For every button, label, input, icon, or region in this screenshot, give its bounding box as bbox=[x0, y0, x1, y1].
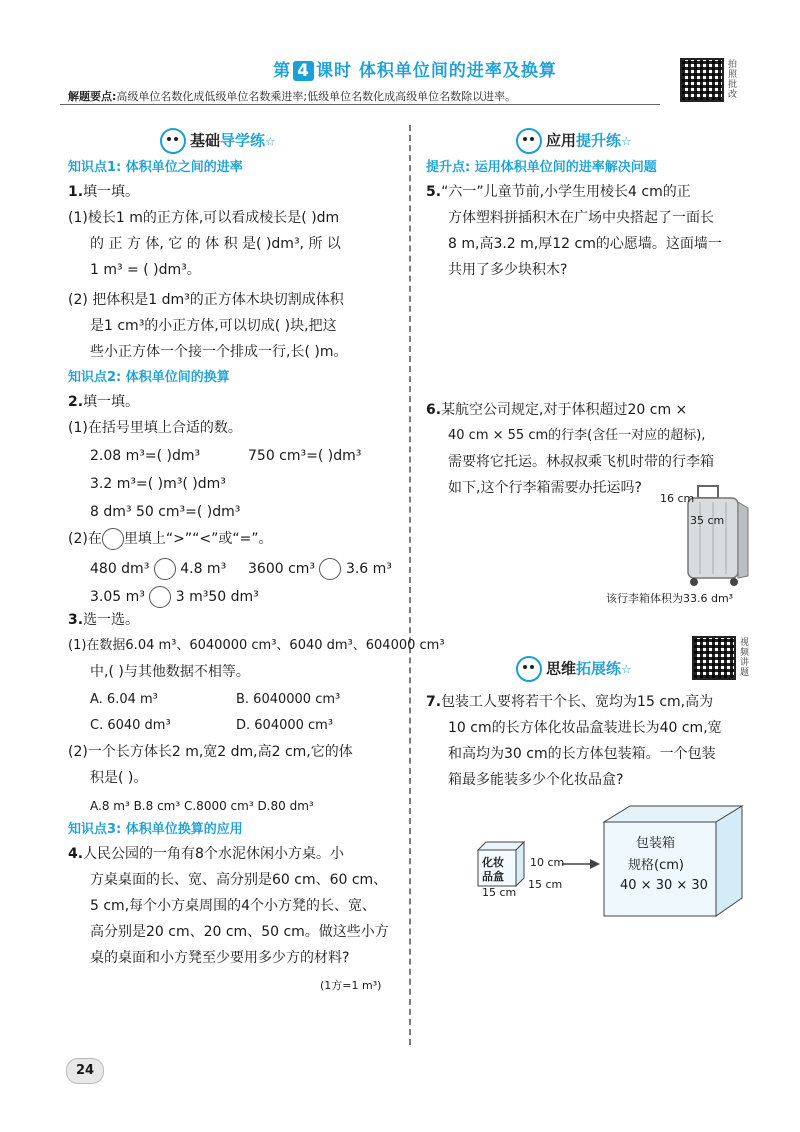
q6-line: 如下,这个行李箱需要办托运吗? bbox=[448, 480, 642, 496]
question-number: 4. bbox=[68, 846, 84, 862]
small-box-width: 15 cm bbox=[482, 886, 517, 899]
qr-label: 拍照批改 bbox=[728, 60, 738, 100]
small-box-label-1: 化妆 bbox=[482, 856, 504, 869]
question-4 bbox=[68, 844, 344, 864]
compare-row bbox=[90, 558, 226, 580]
q7-line: 10 cm的长方体化妆品盒装进长为40 cm,宽 bbox=[448, 720, 722, 736]
q2-line: (1)在括号里填上合适的数。 bbox=[68, 420, 242, 436]
q3-line: 中,( )与其他数据不相等。 bbox=[90, 664, 250, 680]
question-1-stem bbox=[68, 182, 139, 202]
q4-text: 人民公园的一角有8个水泥休闲小方桌。小 bbox=[83, 846, 344, 862]
q1-line: (1)棱长1 m的正方体,可以看成棱长是( )dm bbox=[68, 210, 340, 226]
question-number: 7. bbox=[426, 694, 442, 710]
option-c[interactable]: C. 6040 dm³ bbox=[90, 718, 171, 733]
compare-circle bbox=[102, 528, 124, 550]
q2-blank: 3.2 m³=( )m³( )dm³ bbox=[90, 476, 226, 492]
star-icon: ☆ bbox=[621, 134, 632, 149]
text: 3.05 m³ bbox=[90, 589, 145, 605]
unit-note: (1方=1 m³) bbox=[320, 979, 382, 992]
q2-blank: 750 cm³=( )dm³ bbox=[248, 448, 362, 464]
q1-line: 些小正方体一个接一个排成一行,长( )m。 bbox=[90, 344, 348, 360]
question-7 bbox=[426, 692, 713, 712]
q1-line: (2) 把体积是1 dm³的正方体木块切割成体积 bbox=[68, 292, 344, 308]
question-3-stem bbox=[68, 610, 139, 630]
text: 4.8 m³ bbox=[180, 561, 227, 577]
column-divider bbox=[409, 125, 411, 1045]
q3-line: (1)在数据6.04 m³、6040000 cm³、6040 dm³、604000 cm³ bbox=[68, 638, 445, 653]
option-b[interactable]: B. 6040000 cm³ bbox=[236, 692, 341, 707]
section-highlight: 提升练 bbox=[576, 131, 622, 150]
q5-line: 8 m,高3.2 m,厚12 cm的心愿墙。这面墙一 bbox=[448, 236, 722, 252]
suitcase-depth-label: 35 cm bbox=[690, 514, 725, 527]
knowledge-point-3: 知识点3: 体积单位换算的应用 bbox=[68, 822, 243, 837]
q5-line: 共用了多少块积木? bbox=[448, 262, 568, 278]
compare-circle[interactable] bbox=[149, 586, 171, 608]
compare-row bbox=[248, 558, 392, 580]
text: 3600 cm³ bbox=[248, 561, 316, 577]
section-highlight: 拓展练 bbox=[576, 659, 622, 678]
q7-text: 包装工人要将若干个长、宽均为15 cm,高为 bbox=[441, 694, 714, 710]
text: 里填上“>”“<”或“=”。 bbox=[123, 531, 273, 547]
mascot-icon bbox=[516, 128, 542, 154]
q2-line bbox=[68, 528, 273, 550]
title-prefix: 第 bbox=[273, 61, 292, 81]
question-number: 1. bbox=[68, 184, 84, 200]
qr-label: 视频讲题 bbox=[740, 638, 750, 678]
stem-text: 填一填。 bbox=[83, 394, 140, 410]
mascot-icon bbox=[516, 656, 542, 682]
q3-line: 积是( )。 bbox=[90, 770, 148, 786]
improvement-point: 提升点: 运用体积单位间的进率解决问题 bbox=[426, 160, 657, 175]
option-d[interactable]: D. 604000 cm³ bbox=[236, 718, 334, 733]
question-2-stem bbox=[68, 392, 139, 412]
q6-line: 40 cm × 55 cm的行李(含任一对应的超标), bbox=[448, 428, 706, 443]
q1-line: 是1 cm³的小正方体,可以切成( )块,把这 bbox=[90, 318, 337, 334]
big-box-label-3: 40 × 30 × 30 bbox=[620, 878, 708, 893]
text: 480 dm³ bbox=[90, 561, 150, 577]
q2-blank: 8 dm³ 50 cm³=( )dm³ bbox=[90, 504, 241, 520]
text: 3 m³50 dm³ bbox=[175, 589, 259, 605]
section-heading-apply bbox=[516, 128, 632, 154]
star-icon: ☆ bbox=[265, 134, 276, 149]
page-number: 24 bbox=[66, 1058, 104, 1084]
knowledge-point-1: 知识点1: 体积单位之间的进率 bbox=[68, 160, 243, 175]
question-number: 3. bbox=[68, 612, 84, 628]
compare-row bbox=[90, 586, 259, 608]
section-pre: 应用 bbox=[546, 131, 577, 150]
text: (2)在 bbox=[68, 531, 102, 547]
lesson-number-badge: 4 bbox=[293, 61, 314, 81]
q5-line: 方体塑料拼插积木在广场中央搭起了一面长 bbox=[448, 210, 714, 226]
q4-line: 高分别是20 cm、20 cm、50 cm。做这些小方 bbox=[90, 924, 389, 940]
q6-text: 某航空公司规定,对于体积超过20 cm × bbox=[441, 402, 688, 418]
boxes-diagram bbox=[470, 800, 760, 920]
star-icon: ☆ bbox=[621, 662, 632, 677]
section-highlight: 导学练 bbox=[220, 131, 266, 150]
question-6 bbox=[426, 400, 687, 420]
q4-line: 方桌桌面的长、宽、高分别是60 cm、60 cm、 bbox=[90, 872, 388, 888]
option-a[interactable]: A. 6.04 m³ bbox=[90, 692, 158, 707]
qr-code-icon[interactable] bbox=[680, 58, 724, 102]
title-text: 课时 体积单位间的进率及换算 bbox=[315, 61, 557, 81]
q1-line: 1 m³ = ( )dm³。 bbox=[90, 262, 201, 278]
video-qr-code-icon[interactable] bbox=[692, 636, 736, 680]
suitcase-caption: 该行李箱体积为33.6 dm³ bbox=[606, 592, 734, 605]
q3-line: (2)一个长方体长2 m,宽2 dm,高2 cm,它的体 bbox=[68, 744, 353, 760]
tip-label: 解题要点: bbox=[68, 90, 117, 103]
compare-circle[interactable] bbox=[154, 558, 176, 580]
question-5 bbox=[426, 182, 691, 202]
small-box-depth: 15 cm bbox=[528, 878, 563, 891]
section-heading-basic bbox=[160, 128, 276, 154]
stem-text: 选一选。 bbox=[83, 612, 140, 628]
section-heading-expand bbox=[516, 656, 632, 682]
q1-line: 的 正 方 体, 它 的 体 积 是( )dm³, 所 以 bbox=[90, 236, 341, 252]
suitcase-width-label: 16 cm bbox=[660, 492, 695, 505]
header-rule bbox=[60, 104, 660, 105]
text: 3.6 m³ bbox=[345, 561, 392, 577]
big-box-label-1: 包装箱 bbox=[636, 836, 676, 851]
mascot-icon bbox=[160, 128, 186, 154]
big-box-label-2: 规格(cm) bbox=[628, 858, 684, 873]
q7-line: 箱最多能装多少个化妆品盒? bbox=[448, 772, 624, 788]
tip-text: 高级单位名数化成低级单位名数乘进率;低级单位名数化成高级单位名数除以进率。 bbox=[116, 90, 517, 103]
question-number: 5. bbox=[426, 184, 442, 200]
compare-circle[interactable] bbox=[319, 558, 341, 580]
solving-tip bbox=[68, 88, 668, 104]
q5-text: “六一”儿童节前,小学生用棱长4 cm的正 bbox=[441, 184, 691, 200]
q6-line: 需要将它托运。林叔叔乘飞机时带的行李箱 bbox=[448, 454, 714, 470]
lesson-title bbox=[250, 56, 580, 81]
stem-text: 填一填。 bbox=[83, 184, 140, 200]
q2-blank: 2.08 m³=( )dm³ bbox=[90, 448, 201, 464]
q4-line: 桌的桌面和小方凳至少要用多少方的材料? bbox=[90, 950, 350, 966]
options-row[interactable]: A.8 m³ B.8 cm³ C.8000 cm³ D.80 dm³ bbox=[90, 799, 314, 813]
q4-line: 5 cm,每个小方桌周围的4个小方凳的长、宽、 bbox=[90, 898, 377, 914]
section-pre: 思维 bbox=[546, 659, 577, 678]
knowledge-point-2: 知识点2: 体积单位间的换算 bbox=[68, 370, 230, 385]
small-box-label-2: 品盒 bbox=[482, 870, 504, 883]
section-pre: 基础 bbox=[190, 131, 221, 150]
question-number: 2. bbox=[68, 394, 84, 410]
small-box-height: 10 cm bbox=[530, 856, 565, 869]
question-number: 6. bbox=[426, 402, 442, 418]
q7-line: 和高均为30 cm的长方体包装箱。一个包装 bbox=[448, 746, 716, 762]
